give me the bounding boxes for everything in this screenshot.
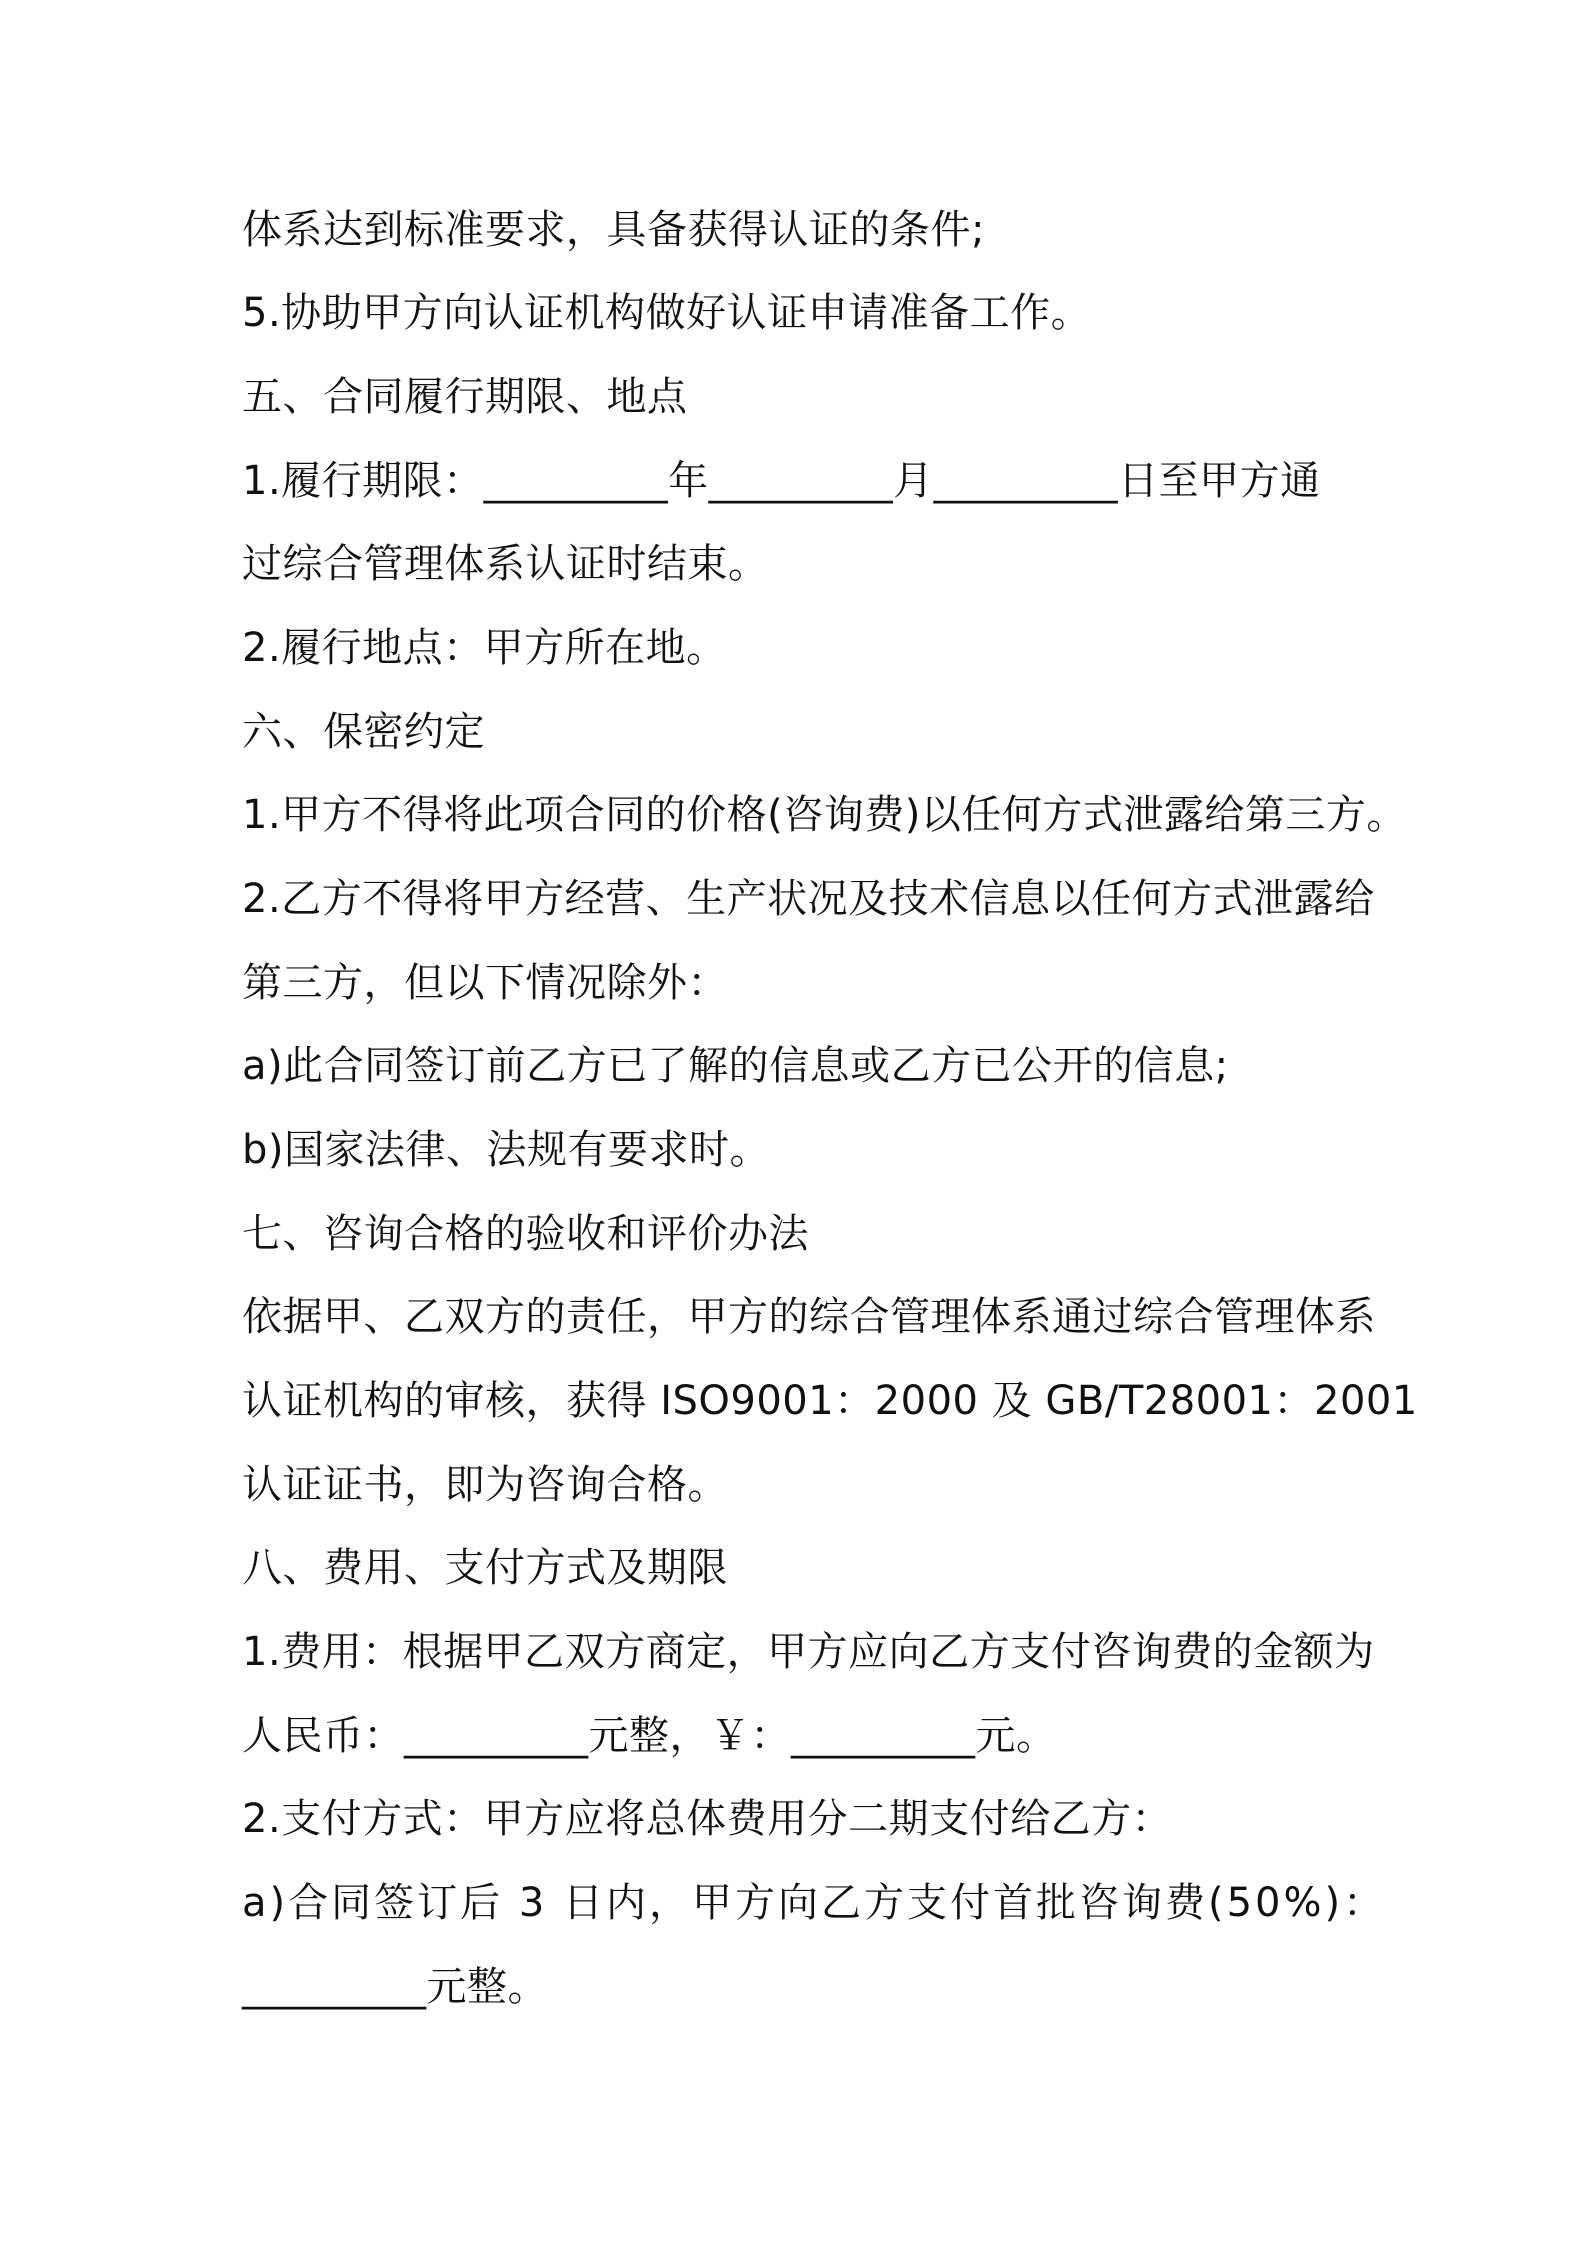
text-line: _________元整。 — [242, 1964, 548, 2010]
section-heading: 七、咨询合格的验收和评价办法 — [242, 1211, 809, 1257]
text-line: 第三方，但以下情况除外： — [242, 960, 728, 1006]
text-line: 认证证书，即为咨询合格。 — [242, 1462, 728, 1508]
section-heading: 五、合同履行期限、地点 — [242, 374, 688, 420]
text-line: 2.支付方式：甲方应将总体费用分二期支付给乙方： — [242, 1796, 1173, 1842]
text-line: 1.履行期限：_________年_________月_________日至甲方通 — [242, 458, 1321, 504]
text-line: 1.甲方不得将此项合同的价格(咨询费)以任何方式泄露给第三方。 — [242, 792, 1407, 838]
text-line: a)合同签订后 3 日内，甲方向乙方支付首批咨询费(50%)： — [242, 1880, 1387, 1926]
text-line: 依据甲、乙双方的责任，甲方的综合管理体系通过综合管理体系 — [242, 1294, 1376, 1340]
text-line: 2.履行地点：甲方所在地。 — [242, 625, 727, 671]
text-line: b)国家法律、法规有要求时。 — [242, 1127, 770, 1173]
text-line: 人民币：_________元整，￥：_________元。 — [242, 1713, 1057, 1759]
text-line: 2.乙方不得将甲方经营、生产状况及技术信息以任何方式泄露给 — [242, 876, 1375, 922]
text-line: 体系达到标准要求，具备获得认证的条件; — [242, 207, 985, 253]
text-line: 1.费用：根据甲乙双方商定，甲方应向乙方支付咨询费的金额为 — [242, 1629, 1375, 1675]
section-heading: 六、保密约定 — [242, 709, 485, 755]
text-line: 认证机构的审核，获得 ISO9001：2000 及 GB/T28001：2001 — [242, 1378, 1418, 1424]
text-line: 5.协助甲方向认证机构做好认证申请准备工作。 — [242, 290, 1092, 336]
text-line: a)此合同签订前乙方已了解的信息或乙方已公开的信息; — [242, 1043, 1229, 1089]
text-line: 过综合管理体系认证时结束。 — [242, 541, 769, 587]
section-heading: 八、费用、支付方式及期限 — [242, 1545, 728, 1591]
